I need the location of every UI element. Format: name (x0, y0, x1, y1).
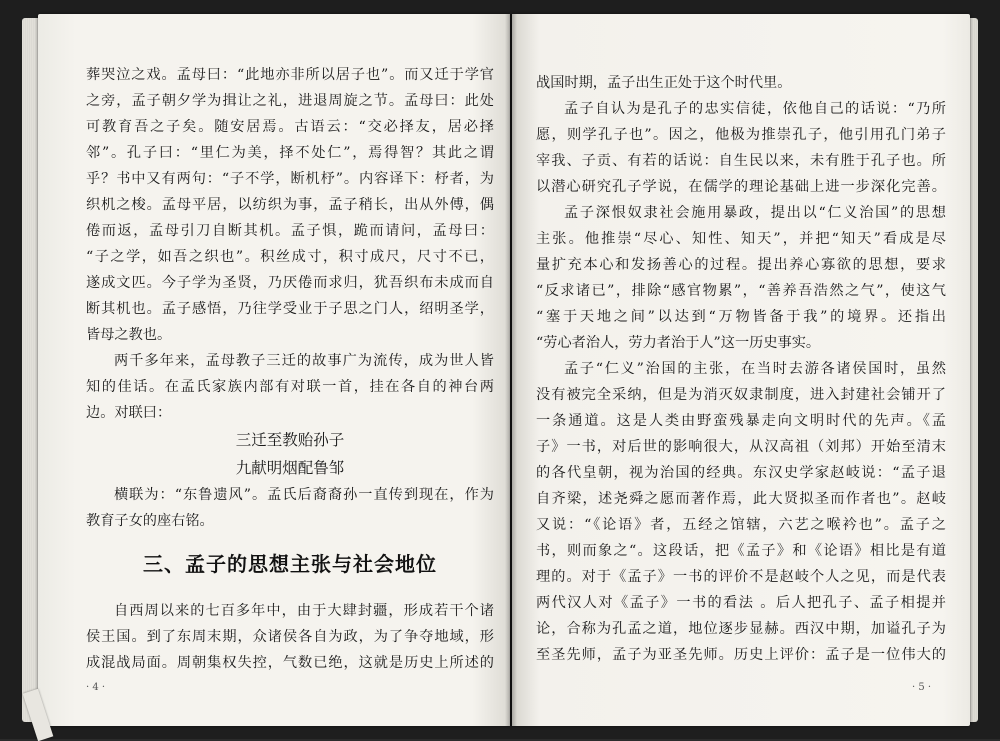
text-line: 侯王国。到了东周末期，众诸侯各自为政，为了争夺地域，形 (86, 629, 494, 645)
text-line: 论，合称为孔孟之道，地位逐步显赫。西汉中期，加谥孔子为 (536, 621, 946, 637)
text-line: 断其机也。孟子感悟，乃往学受业于子思之门人，绍明圣学， (86, 301, 494, 317)
text-line: 倦而返，孟母引刀自断其机。孟子惧，跪而请问，孟母曰： (86, 223, 494, 239)
text-line: 战国时期，孟子出生正处于这个时代里。 (536, 75, 792, 91)
couplet-line: 三迁至教贻孙子 (235, 431, 345, 449)
page-number-right: · 5 · (912, 682, 932, 693)
text-line: “劳心者治人，劳力者治于人”这一历史事实。 (536, 335, 821, 351)
left-paragraphs-after (86, 482, 494, 534)
text-line: 孟子“仁义”治国的主张，在当时去游各诸侯国时，虽然 (564, 361, 946, 377)
text-line: 孟子深恨奴隶社会施用暴政，提出以“仁义治国”的思想 (564, 205, 946, 221)
text-line: 子》一书，对后世的影响很大，从汉高祖（刘邦）开始至清末 (536, 439, 946, 455)
text-line: “反求诸已”，排除“感官物累”，“善养吾浩然之气”，使这气 (536, 283, 946, 299)
text-line: 没有被完全采纳，但是为消灭奴隶制度，进入封建社会铺开了 (536, 387, 946, 403)
text-line: 书，则而象之“。这段话，把《孟子》和《论语》相比是有道 (536, 543, 946, 559)
text-line: 自齐梁，述尧舜之愿而著作焉，此大贤拟圣而作者也”。赵岐 (536, 491, 946, 507)
text-line: 主张。他推崇“尽心、知性、知天”，并把“知天”看成是尽 (536, 231, 946, 247)
text-line: “塞于天地之间”以达到“万物皆备于我”的境界。还指出 (536, 309, 946, 325)
text-line: “子之学，如吾之织也”。积丝成寸，积寸成尺，尺寸不已， (86, 249, 494, 265)
text-line: 遂成文匹。今子学为圣贤，乃厌倦而求归，犹吾织布未成而自 (86, 275, 494, 291)
text-line: 至圣先师，孟子为亚圣先师。历史上评价：孟子是一位伟大的 (536, 647, 946, 663)
couplet-line: 九献明烟配鲁邹 (235, 459, 345, 477)
left-page-text (86, 62, 494, 534)
left-section-text (86, 598, 494, 676)
right-page (512, 14, 970, 726)
left-paragraphs-before (86, 62, 494, 426)
text-line: 横联为：“东鲁遗风”。孟氏后裔裔孙一直传到现在，作为 (114, 487, 494, 503)
text-line: 邻”。孔子曰：“里仁为美，择不处仁”，焉得智？其此之谓 (86, 145, 494, 161)
text-line: 孟子自认为是孔子的忠实信徒，依他自己的话说：“乃所 (564, 101, 946, 117)
text-line: 成混战局面。周朝集权失控，气数已绝，这就是历史上所述的 (86, 655, 494, 671)
text-line: 可教育吾之子矣。随安居焉。古语云：“交必择友，居必择 (86, 119, 494, 135)
text-line: 皆母之教也。 (86, 327, 172, 343)
section-heading: 三、孟子的思想主张与社会地位 (143, 552, 437, 576)
text-line: 乎？书中又有两句：“子不学，断机杼”。内容译下：杼者，为 (86, 171, 494, 187)
text-line: 以潜心研究孔子学说，在儒学的理论基础上进一步深化完善。 (536, 179, 946, 195)
text-line: 理的。对于《孟子》一书的评价不是赵岐个人之见，而是代表 (536, 569, 946, 585)
text-line: 宰我、子贡、有若的话说：自生民以来，未有胜于孔子也。所 (536, 153, 946, 169)
text-line: 的各代皇朝，视为治国的经典。东汉史学家赵岐说：“孟子退 (536, 465, 946, 481)
text-line: 又说：“《论语》者，五经之馆辖，六艺之喉衿也”。孟子之 (536, 517, 946, 533)
text-line: 织机之梭。孟母平居，以纺织为事，孟子稍长，出从外傅，偶 (86, 197, 494, 213)
text-line: 知的佳话。在孟氏家族内部有对联一首，挂在各自的神台两 (86, 379, 494, 395)
right-page-text (536, 70, 946, 668)
right-paragraphs (536, 70, 946, 668)
text-line: 一条通道。这是人类由野蛮残暴走向文明时代的先声。《孟 (536, 413, 946, 429)
left-section-paragraph (86, 598, 494, 676)
text-line: 量扩充本心和发扬善心的过程。提出养心寡欲的思想，要求 (536, 257, 946, 273)
page-number-left: · 4 · (86, 682, 106, 693)
text-line: 之旁，孟子朝夕学为揖让之礼，进退周旋之节。孟母曰：此处 (86, 93, 494, 109)
text-line: 教育子女的座右铭。 (86, 513, 214, 529)
text-line: 自西周以来的七百多年中，由于大肆封疆，形成若干个诸 (114, 603, 494, 619)
text-line: 葬哭泣之戏。孟母曰：“此地亦非所以居子也”。而又迁于学官 (86, 67, 494, 83)
text-line: 两代汉人对《孟子》一书的看法 。后人把孔子、孟子相提并 (536, 595, 946, 611)
book-gutter (505, 14, 517, 726)
left-page (38, 14, 510, 726)
text-line: 边。对联曰： (86, 405, 172, 421)
text-line: 愿，则学孔子也”。因之，他极为推崇孔子，他引用孔门弟子 (536, 127, 946, 143)
couplet (86, 426, 494, 482)
text-line: 两千多年来，孟母教子三迁的故事广为流传，成为世人皆 (114, 353, 494, 369)
